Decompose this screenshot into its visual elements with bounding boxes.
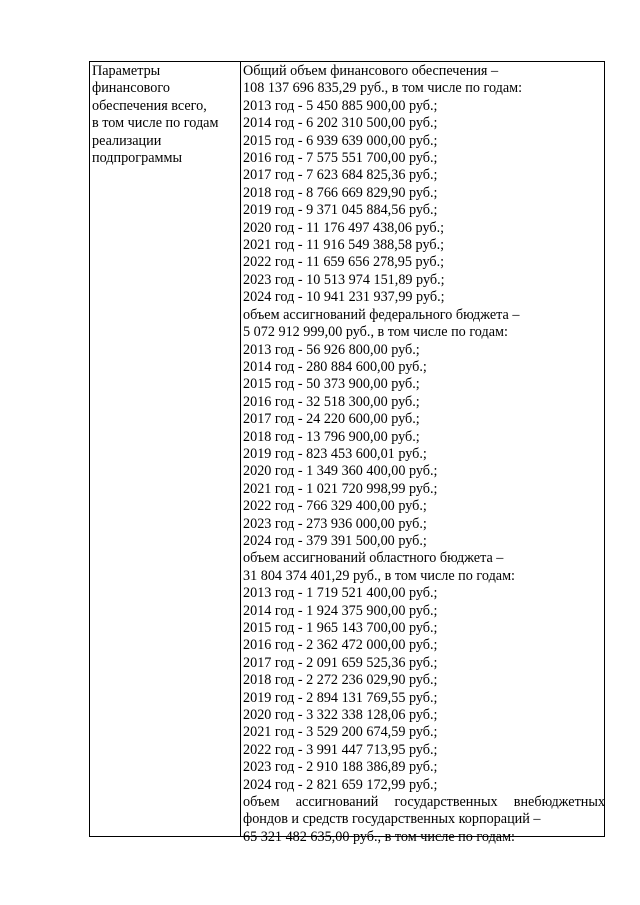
financing-line: 2015 год - 6 939 639 000,00 руб.; — [243, 132, 438, 149]
financing-values-cell — [243, 63, 605, 846]
financing-line: 2017 год - 7 623 684 825,36 руб.; — [243, 167, 438, 184]
financing-line: 2016 год - 2 362 472 000,00 руб.; — [243, 637, 438, 654]
parameter-label-line: подпрограммы — [92, 150, 182, 167]
financing-line: 2020 год - 11 176 497 438,06 руб.; — [243, 219, 445, 236]
financing-line: 65 321 482 635,00 руб., в том числе по годам: — [243, 828, 515, 845]
financing-line: 2019 год - 823 453 600,01 руб.; — [243, 445, 427, 462]
column-divider — [240, 62, 241, 836]
financing-line: 2024 год - 379 391 500,00 руб.; — [243, 532, 427, 549]
financing-line: 2024 год - 10 941 231 937,99 руб.; — [243, 289, 445, 306]
parameter-label-line: в том числе по годам — [92, 115, 219, 132]
financing-line: 2022 год - 3 991 447 713,95 руб.; — [243, 741, 438, 758]
parameter-label-line: обеспечения всего, — [92, 97, 207, 114]
financing-line: 2014 год - 1 924 375 900,00 руб.; — [243, 602, 438, 619]
financing-line: 2015 год - 1 965 143 700,00 руб.; — [243, 620, 438, 636]
financing-line: 2023 год - 273 936 000,00 руб.; — [243, 515, 427, 532]
financing-parameters-table — [89, 61, 605, 845]
financing-line: 31 804 374 401,29 руб., в том числе по годам: — [243, 567, 515, 584]
financing-line: 2021 год - 3 529 200 674,59 руб.; — [243, 724, 438, 741]
financing-line: Общий объем финансового обеспечения – — [243, 63, 499, 79]
financing-line: 2022 год - 11 659 656 278,95 руб.; — [243, 254, 445, 271]
financing-line: 2019 год - 9 371 045 884,56 руб.; — [243, 202, 438, 219]
financing-line: объем ассигнований федерального бюджета – — [243, 306, 520, 323]
financing-line: объем ассигнований областного бюджета – — [243, 550, 504, 567]
financing-line: 2017 год - 24 220 600,00 руб.; — [243, 411, 420, 428]
financing-line: 2018 год - 13 796 900,00 руб.; — [243, 428, 420, 445]
financing-line: 2020 год - 1 349 360 400,00 руб.; — [243, 463, 438, 480]
financing-line: 2018 год - 2 272 236 029,90 руб.; — [243, 672, 438, 689]
financing-line: 2013 год - 5 450 885 900,00 руб.; — [243, 97, 438, 114]
financing-line: 2016 год - 32 518 300,00 руб.; — [243, 393, 420, 410]
financing-line: 5 072 912 999,00 руб., в том числе по годам: — [243, 324, 508, 341]
parameter-label-line: реализации — [92, 132, 162, 149]
financing-line: 2019 год - 2 894 131 769,55 руб.; — [243, 689, 438, 706]
financing-line: 2022 год - 766 329 400,00 руб.; — [243, 498, 427, 515]
parameter-label-cell — [92, 63, 238, 167]
financing-line: 108 137 696 835,29 руб., в том числе по годам: — [243, 80, 523, 97]
financing-line: 2018 год - 8 766 669 829,90 руб.; — [243, 184, 438, 201]
financing-line: 2014 год - 280 884 600,00 руб.; — [243, 358, 427, 375]
financing-line: 2014 год - 6 202 310 500,00 руб.; — [243, 115, 438, 132]
financing-line: 2016 год - 7 575 551 700,00 руб.; — [243, 150, 438, 167]
financing-line: 2013 год - 56 926 800,00 руб.; — [243, 341, 420, 358]
financing-line: 2023 год - 10 513 974 151,89 руб.; — [243, 271, 445, 288]
financing-line: 2017 год - 2 091 659 525,36 руб.; — [243, 654, 438, 671]
financing-line: фондов и средств государственных корпораций – — [243, 811, 541, 828]
parameter-label-line: Параметры — [92, 63, 161, 79]
financing-line: 2023 год - 2 910 188 386,89 руб.; — [243, 759, 438, 776]
financing-line: объем ассигнований государственных внебюджетных — [243, 794, 605, 811]
financing-line: 2015 год - 50 373 900,00 руб.; — [243, 376, 420, 393]
parameter-label-line: финансового — [92, 80, 170, 97]
financing-line: 2021 год - 11 916 549 388,58 руб.; — [243, 237, 445, 254]
financing-line: 2024 год - 2 821 659 172,99 руб.; — [243, 776, 438, 793]
financing-line: 2021 год - 1 021 720 998,99 руб.; — [243, 480, 438, 497]
financing-line: 2013 год - 1 719 521 400,00 руб.; — [243, 585, 438, 602]
financing-line: 2020 год - 3 322 338 128,06 руб.; — [243, 707, 438, 724]
